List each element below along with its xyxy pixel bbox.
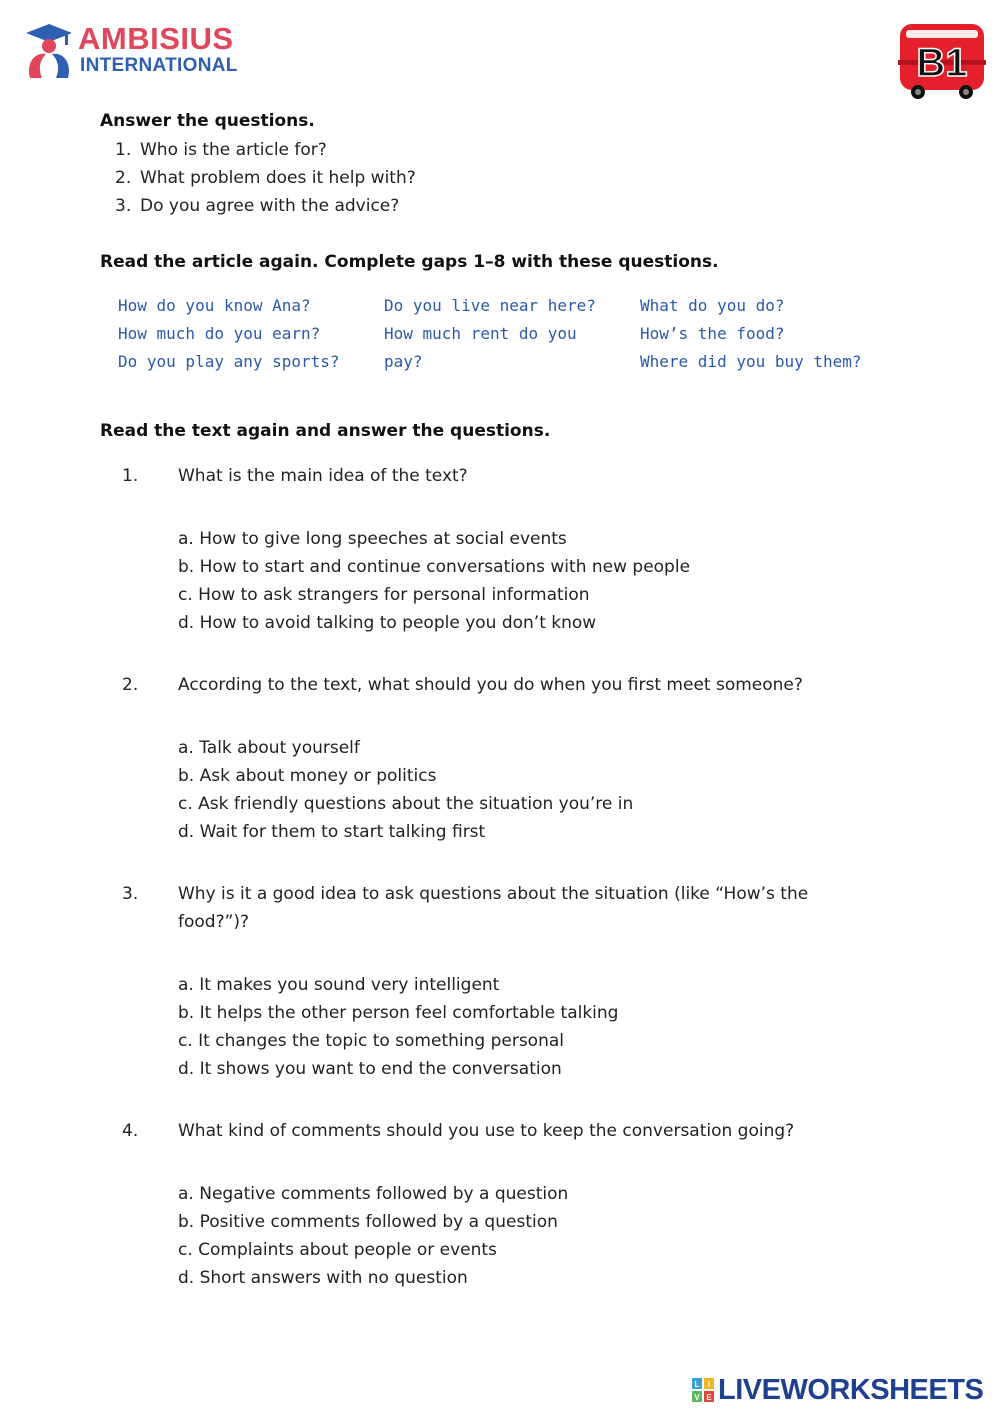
option-d: d. It shows you want to end the conversation [178,1059,562,1079]
word-column-1 [118,292,340,376]
option-a: a. Negative comments followed by a question [178,1184,569,1204]
option-list [178,525,690,637]
word-item: How much rent do you [384,324,577,343]
option-a: a. Talk about yourself [178,738,360,758]
question-number: 3. [122,884,139,904]
question-text: What kind of comments should you use to keep the conversation going? [178,1121,795,1141]
option-list [178,1180,568,1292]
option-list [178,734,633,846]
grid-letter: I [707,1380,711,1389]
option-d: d. Wait for them to start talking first [178,822,486,842]
grid-letter: E [706,1393,712,1402]
question-number: 2. [122,675,139,695]
liveworksheets-grid-icon [692,1378,714,1402]
grid-letter: V [694,1393,700,1402]
word-column-3 [640,292,862,376]
question-text: Do you agree with the advice? [140,196,400,216]
section1-title: Answer the questions. [100,111,315,131]
question-text: Why is it a good idea to ask questions about the situation (like “How’s the food?”)? [178,884,809,932]
question-number: 1. [115,140,132,160]
brand-subtitle: INTERNATIONAL [80,55,238,76]
question-text: Who is the article for? [140,140,327,160]
option-c: c. How to ask strangers for personal information [178,585,590,605]
option-c: c. Ask friendly questions about the situation you’re in [178,794,634,814]
option-a: a. It makes you sound very intelligent [178,975,500,995]
question-text: According to the text, what should you do when you first meet someone? [178,675,803,695]
question-number: 3. [115,196,132,216]
word-item: How do you know Ana? [118,296,311,315]
question-text: What is the main idea of the text? [178,466,468,486]
grid-letter: L [694,1380,700,1389]
option-b: b. It helps the other person feel comfortable talking [178,1003,619,1023]
list-item [115,136,416,164]
section2-title: Read the article again. Complete gaps 1–8 with these questions. [100,252,719,272]
list-item [115,192,416,220]
option-b: b. Positive comments followed by a question [178,1212,558,1232]
ambisius-logo [22,20,262,84]
section3-title: Read the text again and answer the questions. [100,421,551,441]
option-list [178,971,618,1083]
question-number: 4. [122,1121,139,1141]
option-b: b. How to start and continue conversations with new people [178,557,691,577]
b1-bus-icon [896,20,988,102]
list-item [115,164,416,192]
word-column-2 [384,292,596,376]
question-number: 1. [122,466,139,486]
word-item: How much do you earn? [118,324,321,343]
word-item: Do you play any sports? [118,352,340,371]
word-item: Do you live near here? [384,296,596,315]
liveworksheets-logo [692,1374,992,1406]
option-d: d. How to avoid talking to people you don’t know [178,613,597,633]
option-c: c. It changes the topic to something personal [178,1031,564,1051]
section1-question-list [115,136,416,220]
word-item: How’s the food? [640,324,785,343]
brand-name: AMBISIUS [78,21,234,56]
option-a: a. How to give long speeches at social events [178,529,567,549]
option-c: c. Complaints about people or events [178,1240,497,1260]
level-badge-text: B1 [916,41,968,85]
word-item: pay? [384,352,423,371]
option-b: b. Ask about money or politics [178,766,437,786]
question-number: 2. [115,168,132,188]
liveworksheets-text: LIVEWORKSHEETS [718,1374,984,1406]
graduate-logo-icon [22,20,76,82]
word-item: What do you do? [640,296,785,315]
option-d: d. Short answers with no question [178,1268,468,1288]
word-item: Where did you buy them? [640,352,862,371]
question-text: What problem does it help with? [140,168,416,188]
